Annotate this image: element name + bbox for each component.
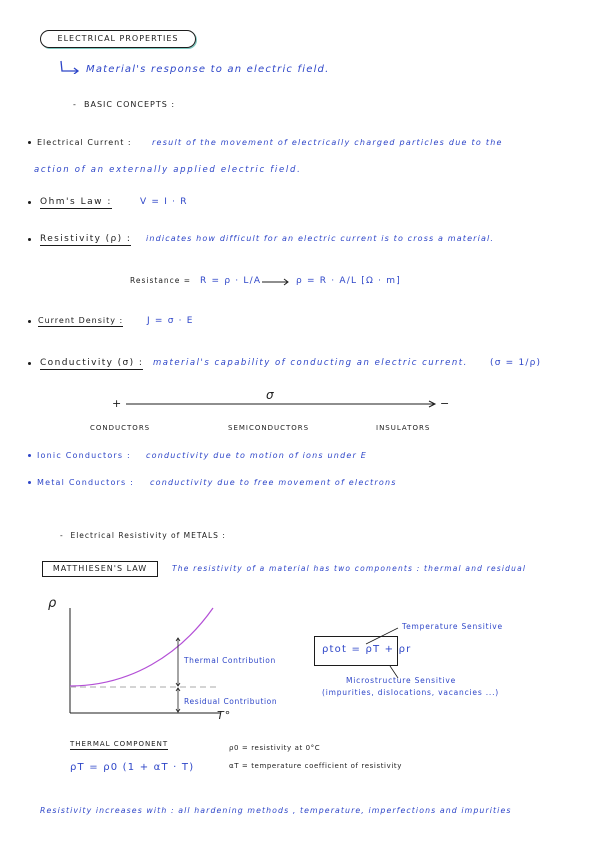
conductivity-arrow-icon [126,400,438,408]
section-heading-metals: - Electrical Resistivity of METALS : [60,531,226,540]
bullet [28,362,31,365]
graph-y-label: ρ [48,596,58,611]
formula-total: ρtot = ρT + ρr [322,644,412,655]
micro-examples: (impurities, dislocations, vacancies ...) [322,688,499,697]
section-heading-basic: - BASIC CONCEPTS : [73,100,176,109]
bullet [28,141,31,144]
thermal-formula: ρT = ρ0 (1 + αT · T) [70,762,195,773]
def-metal: conductivity due to free movement of electrons [150,478,397,487]
rho0-def: ρ0 = resistivity at 0°C [229,744,321,752]
thermal-heading-text: THERMAL COMPONENT [70,740,169,748]
page-title: ELECTRICAL PROPERTIES [40,30,196,48]
section-heading-basic-text: BASIC CONCEPTS : [83,100,176,109]
def-conductivity: material's capability of conducting an electric current. [153,358,468,368]
alpha-def: αT = temperature coefficient of resistivity [229,762,402,770]
section-heading-metals-text: Electrical Resistivity of METALS : [70,531,226,540]
label-conductors: CONDUCTORS [90,424,151,432]
def-matthiesen: The resistivity of a material has two components : thermal and residual [172,564,527,573]
temp-sensitive-label: Temperature Sensitive [402,622,503,631]
def-current-1: result of the movement of electrically charged particles due to the [152,138,503,147]
formula-density: J = σ · E [147,316,194,326]
residual-label: Residual Contribution [184,697,278,706]
plus-sign: + [112,397,123,410]
conductivity-relation: (σ = 1/ρ) [490,358,542,368]
def-current-2: action of an externally applied electric field. [34,165,302,175]
minus-sign: − [440,397,451,410]
term-current: Electrical Current : [37,138,132,147]
hook-arrow-icon [58,60,80,74]
term-resistivity-text: Resistivity (ρ) : [40,234,132,244]
term-conductivity [40,358,143,368]
label-insulators: INSULATORS [376,424,431,432]
resistivity-graph [60,600,300,740]
term-ohm [40,197,112,207]
bullet [28,320,31,323]
thermal-heading [70,740,168,748]
term-ionic: Ionic Conductors : [37,451,131,460]
thermal-label: Thermal Contribution [184,656,276,665]
term-conductivity-text: Conductivity (σ) : [40,358,144,368]
subtitle: Material's response to an electric field. [86,64,330,75]
term-metal: Metal Conductors : [37,478,135,487]
bullet [28,481,31,484]
def-resistivity: indicates how difficult for an electric current is to cross a material. [146,234,495,243]
formula-resistivity: ρ = R · A/L [Ω · m] [296,276,401,286]
resistance-label: Resistance = [130,276,192,285]
bullet [28,201,31,204]
footer-note: Resistivity increases with : all hardening methods , temperature, imperfections and impurities [40,806,512,815]
micro-sensitive-label: Microstructure Sensitive [346,676,457,685]
matthiesen-law-label: MATTHIESEN'S LAW [42,561,158,577]
def-ionic: conductivity due to motion of ions under E [146,451,367,460]
annotation-arrows [360,626,402,696]
label-semiconductors: SEMICONDUCTORS [228,424,310,432]
sigma-symbol: σ [266,388,275,402]
bullet [28,454,31,457]
term-density-text: Current Density : [38,316,124,325]
term-density [38,316,123,325]
resistivity-curve [70,608,213,686]
formula-resistance: R = ρ · L/A [200,276,262,286]
arrow-right-icon [262,278,290,286]
term-ohm-text: Ohm's Law : [40,197,112,207]
graph-x-label: T° [217,709,232,722]
bullet [28,238,31,241]
formula-ohm: V = I · R [140,197,188,207]
term-resistivity [40,234,131,244]
